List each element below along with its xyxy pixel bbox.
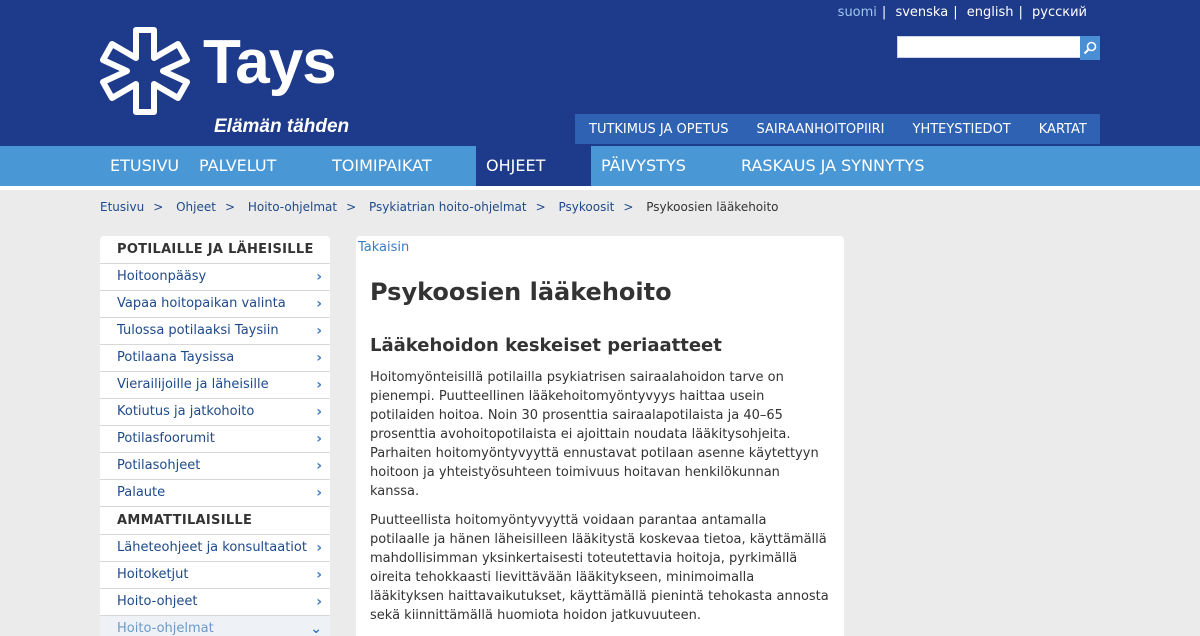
- breadcrumb-link[interactable]: Etusivu: [100, 200, 145, 214]
- main-content: [356, 236, 844, 636]
- sidebar-item[interactable]: [100, 453, 330, 480]
- sidebar-item-label: Hoitoonpääsy: [117, 269, 207, 284]
- breadcrumb-current: Psykoosien lääkehoito: [646, 200, 779, 214]
- secnav-sairaanhoitopiiri[interactable]: SAIRAANHOITOPIIRI: [756, 121, 885, 137]
- sidebar-item-label: Hoitoketjut: [117, 567, 189, 582]
- sidebar-item[interactable]: [100, 589, 330, 616]
- sidebar-item-label: Vapaa hoitopaikan valinta: [117, 296, 286, 311]
- breadcrumb-separator: >: [153, 200, 164, 214]
- breadcrumb-separator: >: [224, 200, 235, 214]
- nav-raskaus[interactable]: RASKAUS JA SYNNYTYS: [741, 156, 925, 175]
- lang-russian[interactable]: русский: [1032, 5, 1087, 20]
- sidebar-item[interactable]: [100, 535, 330, 562]
- lang-separator: |: [953, 5, 958, 20]
- sidebar-item-label: Tulossa potilaaksi Taysiin: [117, 323, 279, 338]
- chevron-down-icon: ⌄: [310, 621, 322, 636]
- lang-english[interactable]: english: [966, 5, 1014, 20]
- nav-palvelut[interactable]: PALVELUT: [199, 156, 277, 175]
- nav-paivystys[interactable]: PÄIVYSTYS: [601, 156, 686, 175]
- language-switcher: [835, 5, 1090, 20]
- sidebar-item[interactable]: [100, 399, 330, 426]
- breadcrumb-link[interactable]: Hoito-ohjelmat: [247, 200, 338, 214]
- breadcrumb-link[interactable]: Ohjeet: [176, 200, 216, 214]
- sidebar-item-label: Potilasohjeet: [117, 458, 201, 473]
- page-title: Psykoosien lääkehoito: [370, 278, 672, 306]
- site-header: [0, 0, 1200, 146]
- chevron-right-icon: ›: [316, 269, 322, 285]
- paragraph: Puutteellista hoitomyöntyvyyttä voidaan parantaa antamalla potilaalle ja hänen läheisilleen lääkitystä koskevaa tietoa, käyttämällä mahdollisimman yksinkertaisesti toteutettavia hoitoja, pyrkimällä oireita tehokkaasti lievittävään lääkitykseen, minimoimalla lääkityksen haittavaikutukset, käyttämällä pienintä tehokasta annosta sekä kiinnittämällä huomiota hoidon jatkuvuuteen.: [370, 513, 829, 623]
- sidebar-item[interactable]: [100, 562, 330, 589]
- sidebar-item-label: Vierailijoille ja läheisille: [117, 377, 269, 392]
- breadcrumb-separator: >: [623, 200, 634, 214]
- secondary-nav: [575, 114, 1100, 144]
- search-input[interactable]: [897, 36, 1083, 58]
- chevron-right-icon: ›: [316, 567, 322, 583]
- sidebar-item-label: Potilasfoorumit: [117, 431, 215, 446]
- breadcrumb-separator: >: [535, 200, 546, 214]
- breadcrumb-link[interactable]: Psykoosit: [558, 200, 615, 214]
- lang-separator: |: [881, 5, 887, 20]
- section-heading: Lääkehoidon keskeiset periaatteet: [370, 335, 722, 356]
- sidebar-item[interactable]: [100, 264, 330, 291]
- sidebar-item-label: Hoito-ohjeet: [117, 594, 198, 609]
- chevron-right-icon: ›: [316, 485, 322, 501]
- breadcrumb-link[interactable]: Psykiatrian hoito-ohjelmat: [369, 200, 527, 214]
- chevron-right-icon: ›: [316, 350, 322, 366]
- nav-etusivu[interactable]: ETUSIVU: [110, 156, 180, 175]
- asterisk-logo-icon: [100, 26, 190, 116]
- chevron-right-icon: ›: [316, 458, 322, 474]
- breadcrumb: [100, 200, 779, 214]
- logo-slogan: Elämän tähden: [214, 116, 350, 137]
- sidebar: [100, 236, 330, 636]
- search-box: [897, 36, 1100, 60]
- chevron-right-icon: ›: [316, 377, 322, 393]
- sidebar-item-label: Potilaana Taysissa: [117, 350, 235, 365]
- sidebar-item-label: Palaute: [117, 485, 166, 500]
- nav-toimipaikat[interactable]: TOIMIPAIKAT: [332, 156, 432, 175]
- breadcrumb-separator: >: [346, 200, 357, 214]
- nav-ohjeet[interactable]: OHJEET: [476, 146, 591, 186]
- back-link[interactable]: Takaisin: [358, 240, 410, 255]
- sidebar-section-heading: POTILAILLE JA LÄHEISILLE: [100, 236, 330, 264]
- chevron-right-icon: ›: [316, 296, 322, 312]
- sidebar-section-heading: AMMATTILAISILLE: [100, 507, 330, 535]
- sidebar-item[interactable]: [100, 318, 330, 345]
- lang-separator: |: [1018, 5, 1023, 20]
- logo-wordmark: Tays: [203, 28, 336, 97]
- sidebar-item-selected[interactable]: [100, 616, 330, 636]
- chevron-right-icon: ›: [316, 404, 322, 420]
- main-nav: [0, 146, 1200, 190]
- lang-suomi[interactable]: suomi: [837, 5, 877, 20]
- sidebar-item[interactable]: [100, 291, 330, 318]
- secnav-kartat[interactable]: KARTAT: [1038, 121, 1087, 137]
- search-icon: [1083, 41, 1097, 55]
- secnav-yhteystiedot[interactable]: YHTEYSTIEDOT: [912, 121, 1011, 137]
- sidebar-item-label: Hoito-ohjelmat: [117, 621, 214, 636]
- secnav-tutkimus[interactable]: TUTKIMUS JA OPETUS: [589, 121, 729, 137]
- sidebar-item-label: Kotiutus ja jatkohoito: [117, 404, 255, 419]
- sidebar-item-label: Läheteohjeet ja konsultaatiot: [117, 540, 307, 555]
- chevron-right-icon: ›: [316, 323, 322, 339]
- sidebar-item[interactable]: [100, 372, 330, 399]
- search-button[interactable]: [1080, 36, 1100, 60]
- chevron-right-icon: ›: [316, 431, 322, 447]
- sidebar-item[interactable]: [100, 480, 330, 507]
- sidebar-item[interactable]: [100, 426, 330, 453]
- chevron-right-icon: ›: [316, 540, 322, 556]
- sidebar-item[interactable]: [100, 345, 330, 372]
- lang-svenska[interactable]: svenska: [895, 5, 949, 20]
- chevron-right-icon: ›: [316, 594, 322, 610]
- paragraph: Hoitomyönteisillä potilailla psykiatrisen sairaalahoidon tarve on pienempi. Puutteellinen lääkehoitomyöntyvyys haittaa usein potilaiden hoitoa. Noin 30 prosenttia sairaalapotilaista ja 40–65 prosenttia avohoitopotilaista ei ajoittain noudata lääkitysohjeita. Parhaiten hoitomyöntyvyyttä ennustavat potilaan asenne käytettyyn hoitoon ja yhteistyösuhteen toimivuus hoitavan henkilökunnan kanssa.: [370, 370, 819, 499]
